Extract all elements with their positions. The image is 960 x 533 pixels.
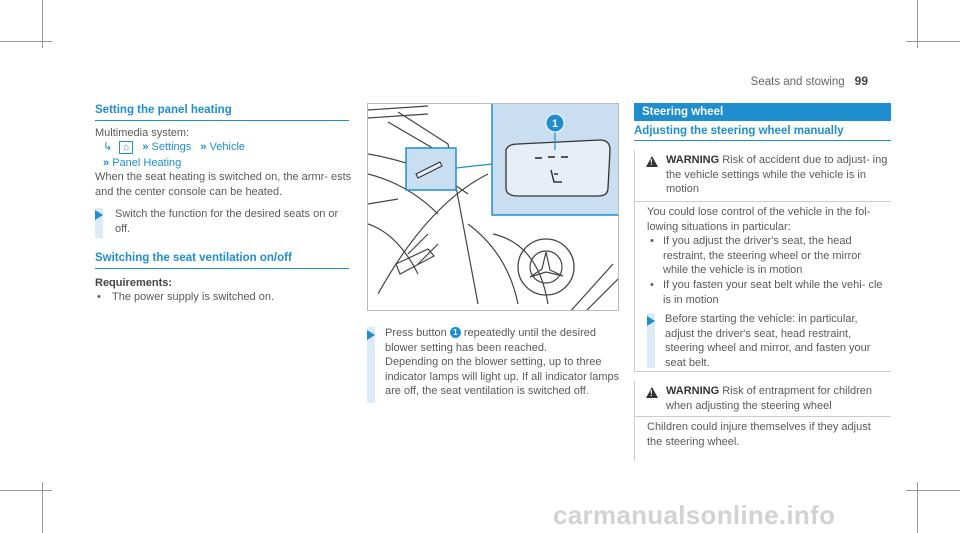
panel-heating-description: When the seat heating is switched on, the armr- ests and the center console can be heated. — [95, 171, 352, 198]
requirements-label: Requirements: — [95, 277, 173, 289]
button-1-ref: 1 — [450, 327, 461, 338]
callout-1-label: 1 — [551, 118, 559, 130]
requirement-item: The power supply is switched on. — [112, 291, 275, 303]
crop-mark — [906, 41, 960, 42]
bullet-icon: • — [650, 235, 654, 247]
chevron-icon: » — [200, 141, 207, 153]
path-label: Multimedia system: — [95, 127, 190, 139]
warning-step: Before starting the vehicle: in particular, adjust the driver's seat, head restraint, steering wheel and mirror, and fasten your seat belt. — [665, 313, 871, 369]
press-button-step — [385, 326, 621, 355]
section-band-steering-wheel — [634, 103, 891, 121]
crop-mark — [906, 490, 960, 491]
warning-heading — [666, 384, 888, 413]
watermark: carmanualsonline.info — [553, 500, 836, 530]
warning-bullet-2: If you fasten your seat belt while the vehi- cle is in motion — [663, 279, 883, 306]
warning-body: You could lose control of the vehicle in the fol- lowing situations in particular: — [647, 206, 871, 233]
path-vehicle[interactable]: Vehicle — [209, 141, 246, 153]
bullet-icon: • — [650, 279, 654, 291]
chevron-icon: » — [142, 141, 149, 153]
title-underline — [95, 120, 349, 121]
seat-ventilation-button — [506, 140, 610, 196]
step-text-post: repeatedly until the desired blower setting has been reached. — [385, 327, 596, 354]
warning-triangle-icon — [646, 387, 658, 398]
chevron-icon: » — [103, 157, 110, 169]
warning-bullet-1: If you adjust the driver's seat, the head restraint, the steering wheel or the mirror while the vehicle is in motion — [663, 235, 862, 277]
crop-mark — [0, 41, 52, 42]
step-arrow-icon — [647, 316, 655, 326]
band-title: Steering wheel — [642, 106, 724, 118]
warning-divider — [634, 201, 891, 202]
warning-body: Children could injure themselves if they adjust the steering wheel. — [647, 421, 871, 448]
section-title-seat-ventilation: Switching the seat ventilation on/off — [95, 252, 292, 264]
subsection-title: Adjusting the steering wheel manually — [634, 125, 844, 137]
header-title: Seats and stowing — [750, 76, 845, 88]
menu-path-line-2 — [103, 156, 181, 171]
step-arrow-icon — [367, 330, 375, 340]
path-panel-heating[interactable]: Panel Heating — [112, 157, 182, 169]
crop-mark — [0, 490, 52, 491]
home-icon: ⌂ — [119, 141, 133, 154]
warning-summary: Risk of entrapment for children when adjusting the steering wheel — [666, 385, 873, 412]
warning-summary: Risk of accident due to adjust- ing the vehicle settings while the vehicle is in motion — [666, 154, 888, 196]
blower-setting-note: Depending on the blower setting, up to three indicator lamps will light up. If all indicator lamps are off, the seat ventilation is switched off. — [385, 356, 620, 398]
path-arrow-icon: ↳ — [103, 141, 113, 153]
warning-label: WARNING — [666, 385, 720, 397]
running-header — [751, 74, 868, 88]
dashboard-illustration — [368, 104, 619, 311]
path-settings[interactable]: Settings — [151, 141, 192, 153]
seat-ventilation-figure — [367, 103, 619, 311]
warning-label: WARNING — [666, 154, 720, 166]
steering-wheel-icon — [518, 239, 574, 295]
title-underline — [95, 268, 349, 269]
bullet-icon: • — [97, 291, 101, 303]
warning-triangle-icon — [646, 156, 658, 167]
warning-divider — [634, 416, 891, 417]
step-text-pre: Press button — [385, 327, 447, 339]
title-underline — [634, 140, 891, 141]
step-arrow-icon — [95, 210, 103, 220]
section-title-panel-heating: Setting the panel heating — [95, 104, 232, 116]
warning-heading — [666, 153, 888, 197]
step-switch-function: Switch the function for the desired seats on or off. — [115, 208, 339, 235]
menu-path-line-1 — [103, 140, 245, 155]
page-number: 99 — [854, 74, 868, 88]
